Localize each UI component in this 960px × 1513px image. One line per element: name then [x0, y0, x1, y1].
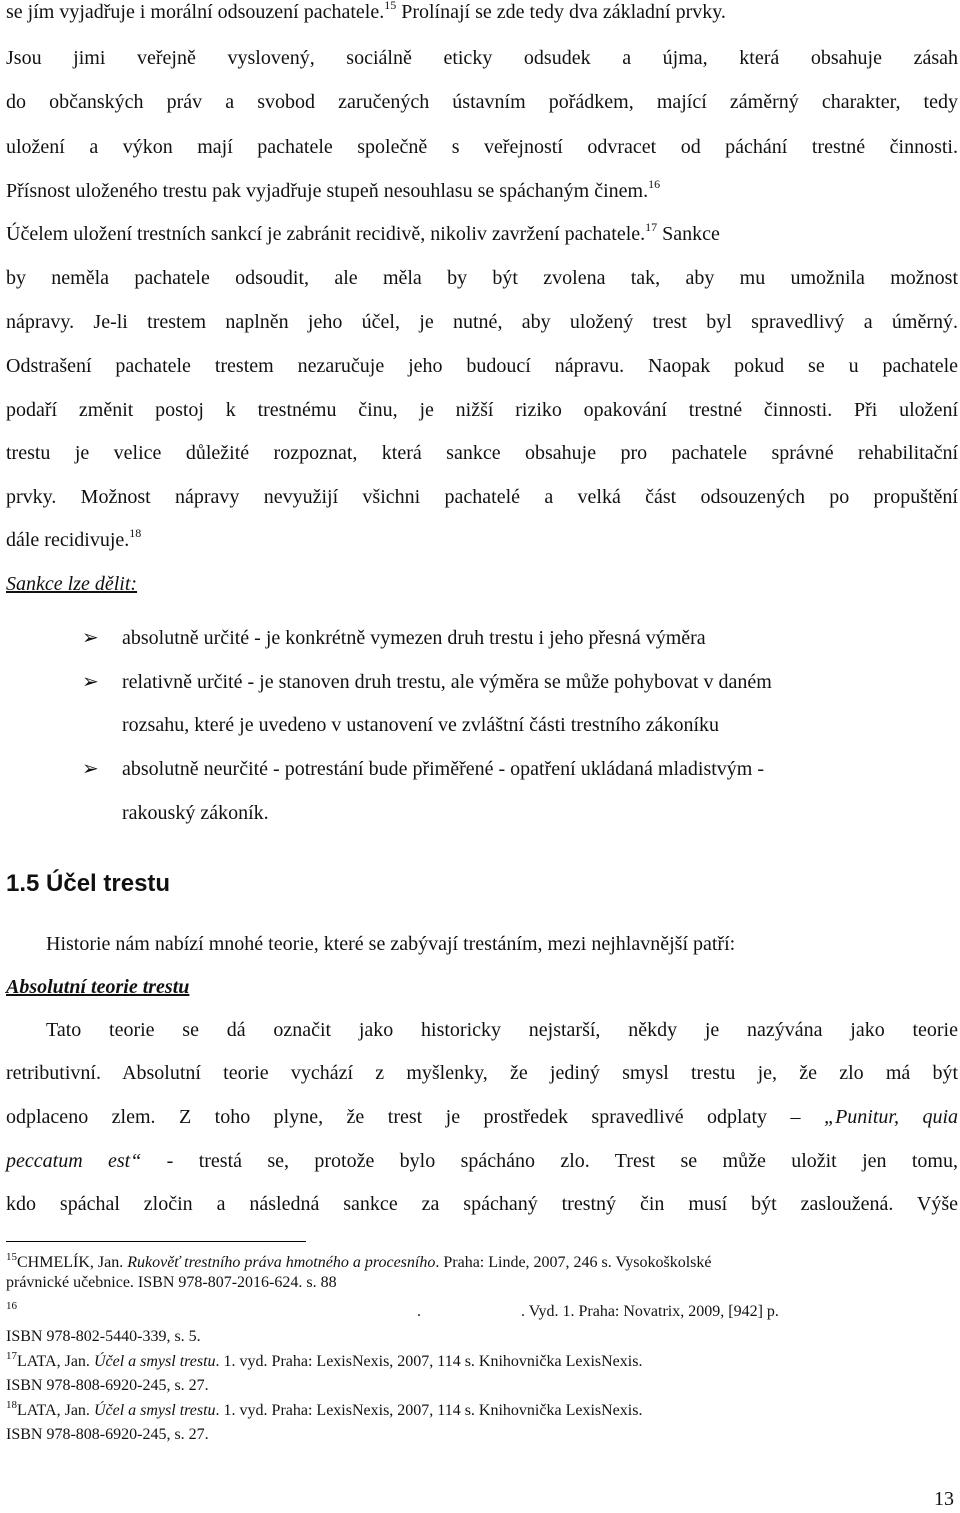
paragraph-line: do občanských práv a svobod zaručených ústavním pořádkem, mající záměrný charakter, tedy	[6, 91, 958, 113]
footnote: $^{18}$LATA, Jan. Účel a smysl trestu. 1. vyd. Praha: LexisNexis, 2007, 114 s. Knihovnička LexisNexis.	[6, 1399, 643, 1419]
page-number: 13	[934, 1488, 954, 1510]
footnote-ref[interactable]: 16	[648, 177, 661, 191]
paragraph-line: nápravy. Je-li trestem naplněn jeho účel, je nutné, aby uložený trest byl spravedlivý a úměrný.	[6, 311, 958, 333]
subheading: Absolutní teorie trestu	[6, 976, 190, 998]
paragraph-line: dále recidivuje.$^{18}$	[6, 526, 142, 551]
paragraph-line: uložení a výkon mají pachatele společně s veřejností odvracet od páchání trestné činnosti.	[6, 136, 958, 158]
arrow-bullet-icon: ➢	[82, 627, 99, 649]
footnote: $^{15}$CHMELÍK, Jan. Rukověť trestního práva hmotného a procesního. Praha: Linde, 2007, 246 s. Vysokoškolské	[6, 1251, 712, 1271]
arrow-bullet-icon: ➢	[82, 671, 99, 693]
paragraph-line: prvky. Možnost nápravy nevyužijí všichni pachatelé a velká část odsouzených po propuštění	[6, 486, 958, 508]
footnote-continuation: právnické učebnice. ISBN 978-807-2016-624. s. 88	[6, 1274, 337, 1291]
footnote-divider	[6, 1241, 306, 1242]
paragraph-line: Tato teorie se dá označit jako historicky nejstarší, někdy je nazývána jako teorie	[46, 1019, 958, 1041]
paragraph-line: retributivní. Absolutní teorie vychází z myšlenky, že jediný smysl trestu je, že zlo má být	[6, 1062, 958, 1084]
footnote-ref[interactable]: 15	[384, 0, 397, 12]
paragraph-line: Odstrašení pachatele trestem nezaručuje jeho budoucí nápravu. Naopak pokud se u pachatele	[6, 355, 958, 377]
paragraph-line: kdo spáchal zločin a následná sankce za spáchaný trestný čin musí být zasloužená. Výše	[6, 1193, 958, 1215]
paragraph-line: trestu je velice důležité rozpoznat, která sankce obsahuje pro pachatele správné rehabilitační	[6, 442, 958, 464]
sanctions-heading: Sankce lze dělit:	[6, 573, 138, 595]
footnote: $^{16}$ . . Vyd. 1. Praha: Novatrix, 2009, [942] p.	[6, 1300, 779, 1320]
footnote-ref[interactable]: 17	[645, 220, 658, 234]
paragraph-line: Přísnost uloženého trestu pak vyjadřuje stupeň nesouhlasu se spáchaným činem.$^{16}$	[6, 177, 661, 202]
paragraph-line: Účelem uložení trestních sankcí je zabránit recidivě, nikoliv zavržení pachatele.$^{17}$ Sankce	[6, 220, 720, 245]
footnote-continuation: ISBN 978-802-5440-339, s. 5.	[6, 1328, 201, 1345]
section-heading: 1.5 Účel trestu	[6, 870, 171, 897]
paragraph-line: odplaceno zlem. Z toho plyne, že trest je prostředek spravedlivé odplaty – „Punitur, quia	[6, 1106, 959, 1128]
paragraph-line: peccatum est“ - trestá se, protože bylo spácháno zlo. Trest se může uložit jen tomu,	[6, 1150, 958, 1172]
paragraph-line: by neměla pachatele odsoudit, ale měla by být zvolena tak, aby mu umožnila možnost	[6, 267, 958, 289]
footnote-continuation: ISBN 978-808-6920-245, s. 27.	[6, 1377, 209, 1394]
paragraph-line: Jsou jimi veřejně vyslovený, sociálně eticky odsudek a újma, která obsahuje zásah	[6, 47, 958, 69]
paragraph-line: podaří změnit postoj k trestnému činu, je nižší riziko opakování trestné činnosti. Při uložení	[6, 399, 958, 421]
arrow-bullet-icon: ➢	[82, 758, 99, 780]
paragraph-line: se jím vyjadřuje i morální odsouzení pachatele.$^{15}$ Prolínají se zde tedy dva základní prvky.	[6, 0, 726, 23]
footnote: $^{17}$LATA, Jan. Účel a smysl trestu. 1. vyd. Praha: LexisNexis, 2007, 114 s. Knihovnička LexisNexis.	[6, 1350, 643, 1370]
intro-line: Historie nám nabízí mnohé teorie, které se zabývají trestáním, mezi nejhlavnější patří:	[46, 933, 736, 955]
footnote-continuation: ISBN 978-808-6920-245, s. 27.	[6, 1426, 209, 1443]
footnote-ref[interactable]: 18	[129, 526, 142, 540]
